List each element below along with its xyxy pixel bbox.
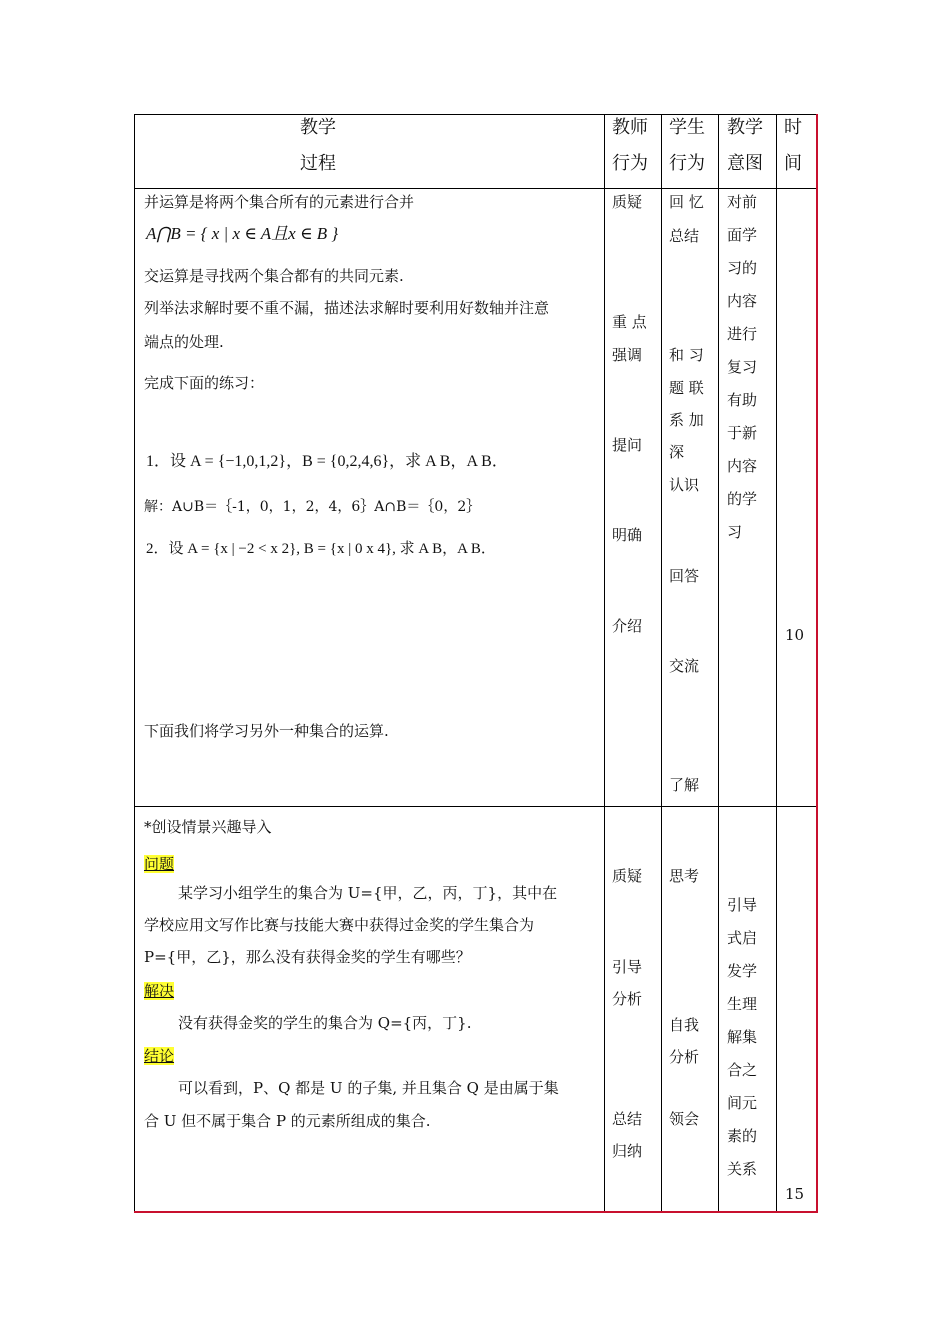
row-divider	[134, 806, 818, 807]
teacher-action-emphasis-1: 重 点	[612, 313, 647, 331]
header-time-line2: 间	[784, 153, 802, 174]
student-action-self: 自我	[669, 1016, 700, 1034]
teacher-action-conclude: 归纳	[612, 1142, 643, 1160]
teaching-intent-2: 引导式启发学生理解集合之间元素的关系	[727, 896, 758, 1178]
student-action-think: 思考	[669, 867, 700, 885]
header-teacher-line1: 教师	[612, 117, 648, 138]
teacher-action-introduce: 介绍	[612, 617, 643, 635]
header-process-line1: 教学	[300, 117, 336, 138]
column-divider	[604, 114, 605, 1212]
teacher-action-ask: 提问	[612, 436, 643, 454]
time-2: 15	[785, 1185, 805, 1203]
intersection-description: 交运算是寻找两个集合都有的共同元素.	[144, 267, 404, 285]
student-action-analyze: 分析	[669, 1048, 700, 1066]
exercise-intro: 完成下面的练习：	[144, 374, 265, 392]
header-process-line2: 过程	[300, 153, 336, 174]
problem-line2: 学校应用文写作比赛与技能大赛中获得过金奖的学生集合为	[144, 916, 535, 934]
header-intent-line2: 意图	[727, 153, 763, 174]
teacher-action-emphasis-2: 强调	[612, 346, 643, 364]
teacher-action-analyze: 分析	[612, 990, 643, 1008]
label-solve: 解决	[144, 982, 175, 1000]
conclusion-line1: 可以看到，P、Q 都是 U 的子集, 并且集合 Q 是由属于集	[178, 1079, 559, 1097]
exercise-2: 2．设 A = {x | −2 < x 2}, B = {x | 0 x 4}, 求 A B，A B．	[146, 541, 496, 557]
transition-text: 下面我们将学习另外一种集合的运算.	[144, 722, 389, 740]
student-action-line: 题 联	[669, 379, 704, 397]
student-action-line: 系 加	[669, 411, 704, 429]
solve-line1: 没有获得金奖的学生的集合为 Q={丙，丁}.	[178, 1014, 472, 1032]
conclusion-line2: 合 U 但不属于集合 P 的元素所组成的集合.	[144, 1112, 431, 1130]
student-action-discuss: 交流	[669, 657, 700, 675]
intersection-formula: A⋂B = { x | x ∈ A且x ∈ B }	[146, 224, 339, 243]
problem-line1: 某学习小组学生的集合为 U={甲，乙，丙，丁}，其中在	[178, 884, 558, 902]
teacher-action-question: 质疑	[612, 193, 643, 211]
student-action-understand: 认识	[669, 476, 700, 494]
column-divider	[718, 114, 719, 1212]
method-note-line1: 列举法求解时要不重不漏，描述法求解时要利用好数轴并注意	[144, 299, 550, 317]
student-action-recall: 回 忆	[669, 193, 704, 211]
header-time-line1: 时	[784, 117, 802, 138]
row-divider	[134, 188, 818, 189]
student-action-answer: 回答	[669, 567, 700, 585]
time-1: 10	[785, 626, 805, 644]
table-border-top	[134, 114, 818, 115]
student-action-line: 和 习	[669, 346, 704, 364]
teaching-intent-1: 对前面学习的内容进行复习有助于新内容的学习	[727, 193, 758, 541]
header-student-line1: 学生	[669, 117, 705, 138]
teacher-action-clarify: 明确	[612, 526, 643, 544]
teacher-action-guide: 引导	[612, 958, 643, 976]
student-action-learn: 了解	[669, 776, 700, 794]
method-note-line2: 端点的处理.	[144, 333, 224, 351]
header-intent-line1: 教学	[727, 117, 763, 138]
teacher-action-summarize: 总结	[612, 1110, 643, 1128]
exercise-1: 1．设 A = {−1,0,1,2}，B = {0,2,4,6}，求 A B，A B．	[146, 453, 508, 470]
column-divider	[661, 114, 662, 1212]
table-border-left	[134, 114, 135, 1212]
student-action-comprehend: 领会	[669, 1110, 700, 1128]
label-conclude: 结论	[144, 1047, 175, 1065]
exercise-1-answer: 解：A∪B＝｛-1，0，1，2，4，6｝A∩B＝｛0，2｝	[144, 499, 481, 515]
scenario-intro: *创设情景兴趣导入	[144, 818, 272, 836]
union-description: 并运算是将两个集合所有的元素进行合并	[144, 193, 415, 211]
teacher-action-question: 质疑	[612, 867, 643, 885]
problem-line3: P={甲，乙}，那么没有获得金奖的学生有哪些？	[144, 948, 471, 966]
column-divider	[776, 114, 777, 1212]
table-border-bottom	[134, 1211, 818, 1213]
student-action-summarize: 总结	[669, 227, 700, 245]
label-problem: 问题	[144, 855, 175, 873]
table-border-right	[816, 114, 818, 1212]
student-action-line: 深	[669, 443, 685, 461]
header-teacher-line2: 行为	[612, 153, 648, 174]
header-student-line2: 行为	[669, 153, 705, 174]
